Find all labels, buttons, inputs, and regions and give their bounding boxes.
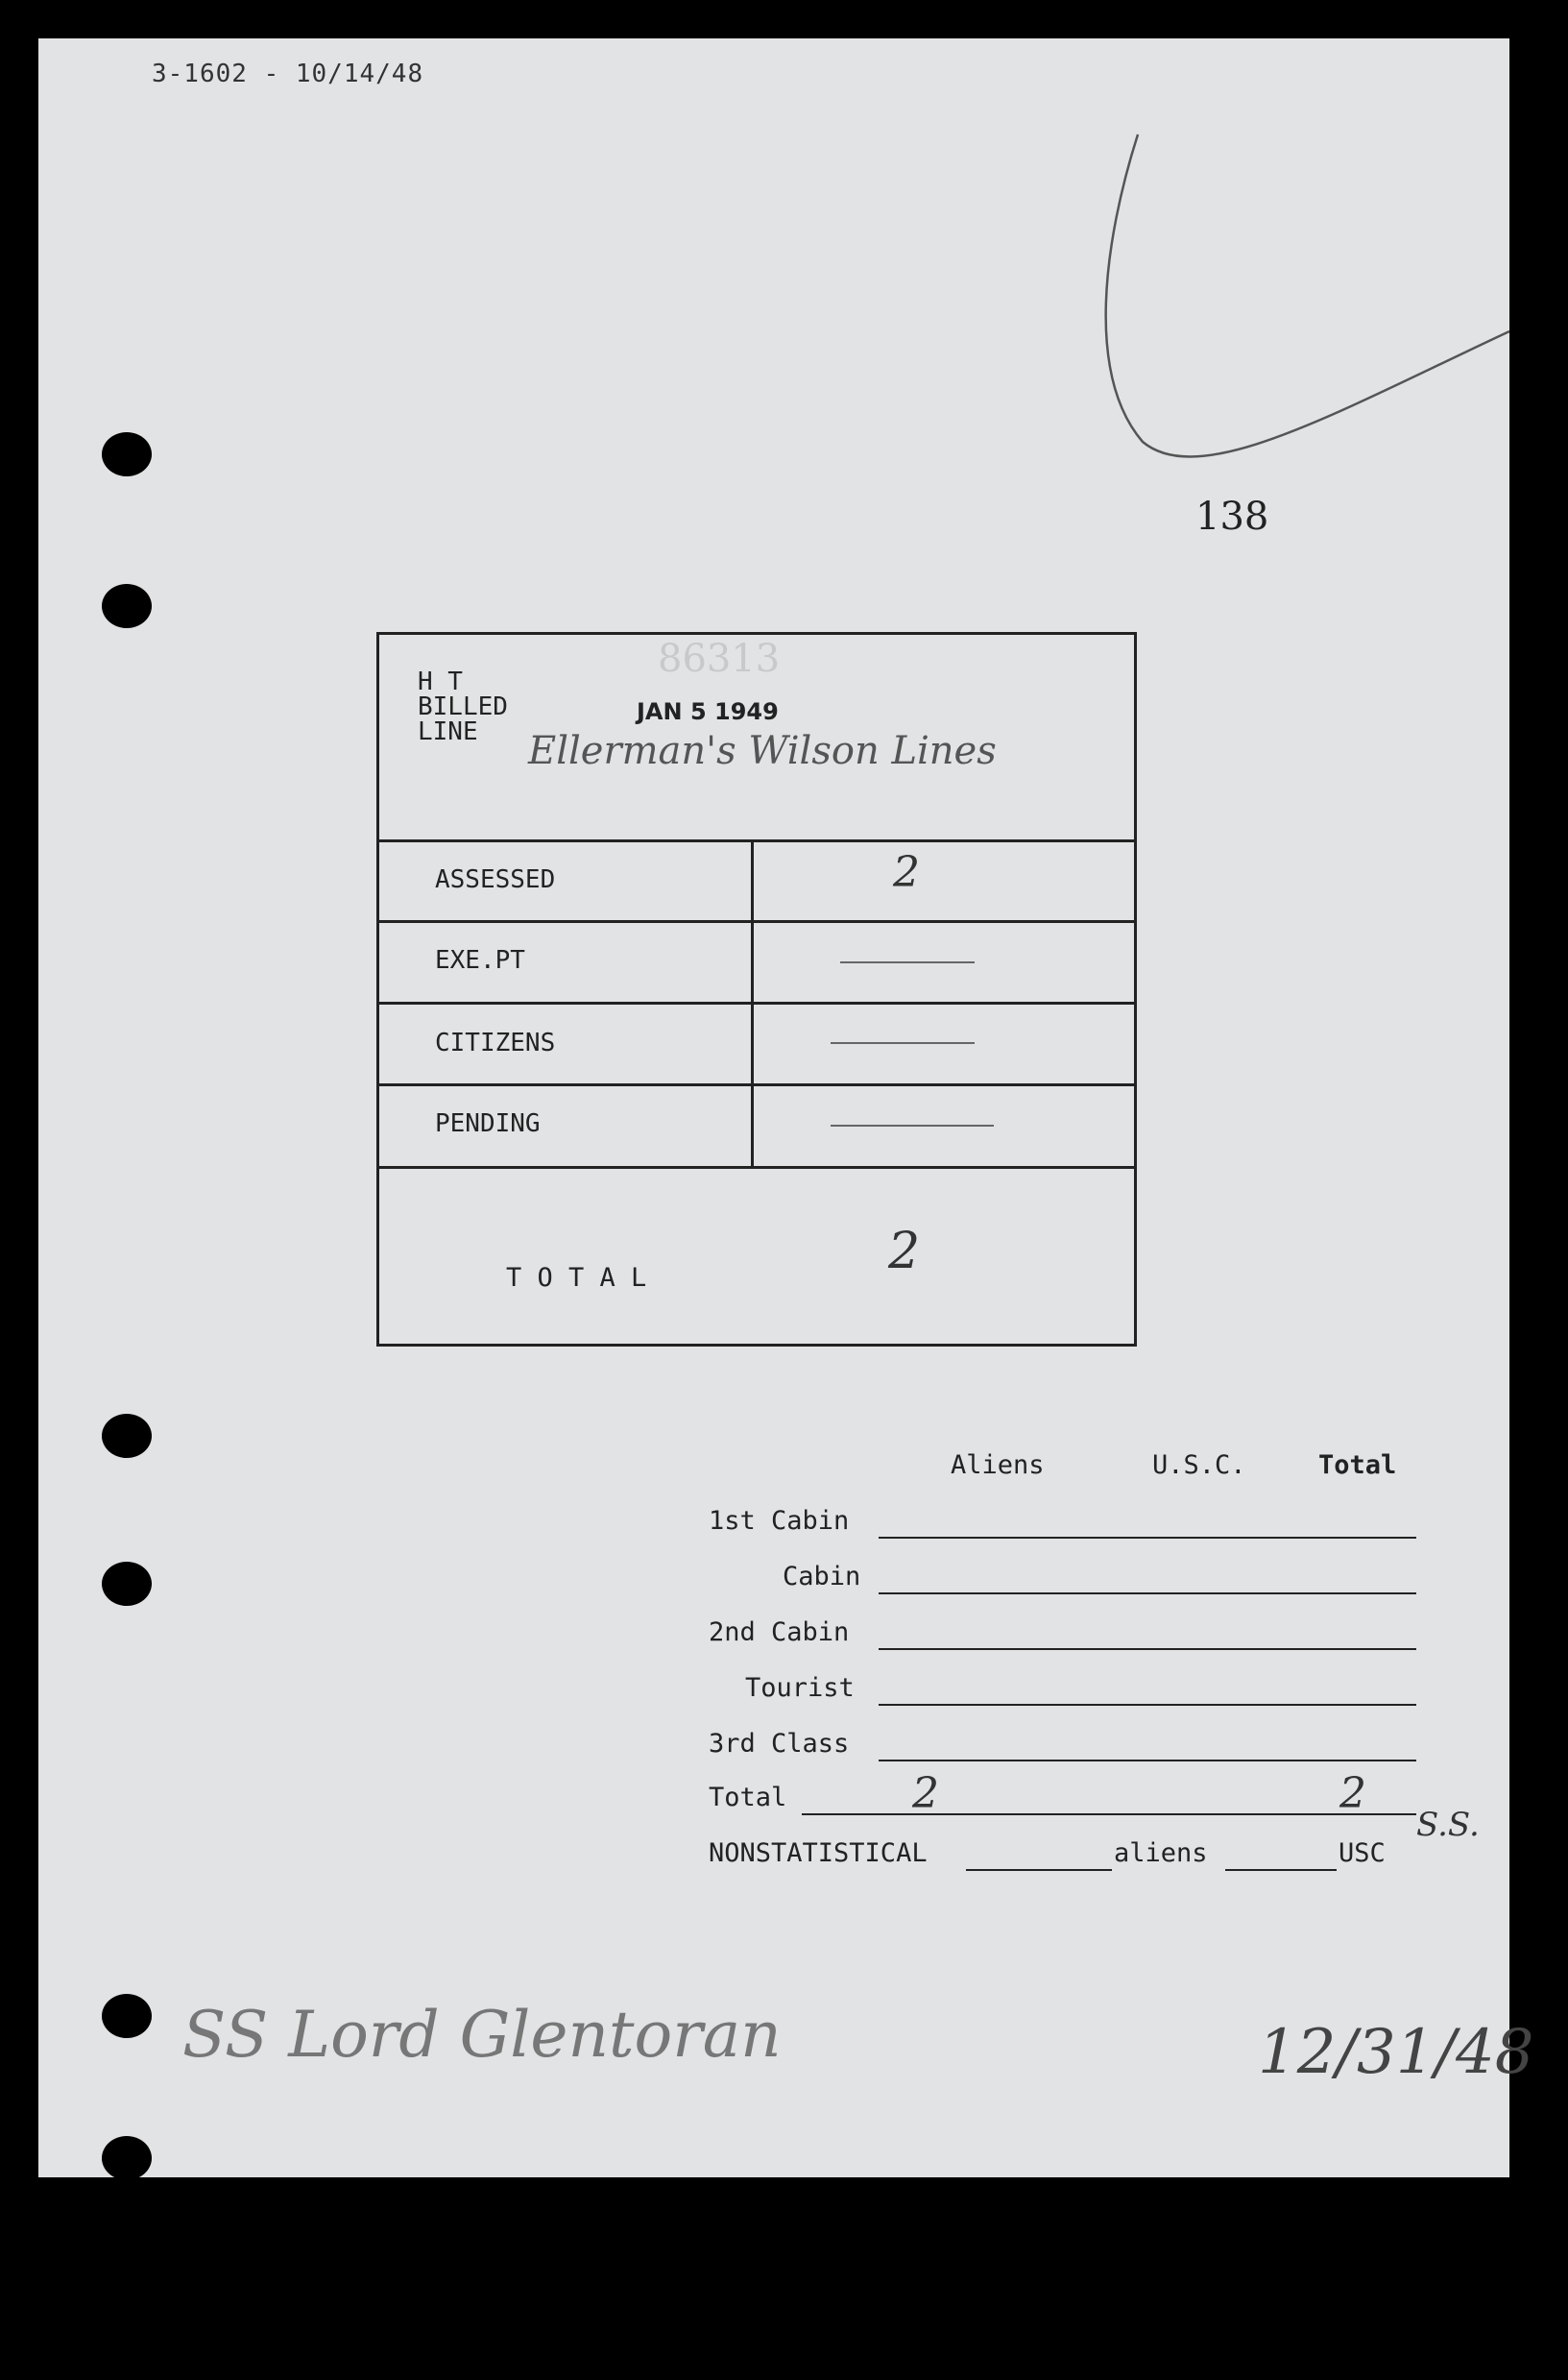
blank-line [879, 1648, 1416, 1650]
ht-label: H T [418, 668, 463, 696]
blank-line [879, 1760, 1416, 1761]
pen-stroke-mark [1047, 125, 1509, 509]
line-label: LINE [418, 717, 478, 746]
assessed-value: 2 [893, 848, 920, 897]
page-number: 138 [1195, 495, 1269, 539]
row-cabin: Cabin [783, 1562, 861, 1591]
row-1st-cabin: 1st Cabin [709, 1506, 850, 1536]
punch-hole [102, 584, 152, 628]
pending-label: PENDING [435, 1109, 541, 1138]
row-2nd-cabin: 2nd Cabin [709, 1617, 850, 1647]
punch-hole [102, 1994, 152, 2038]
form-number: 3-1602 - 10/14/48 [152, 60, 424, 88]
billed-line-handwriting: Ellerman's Wilson Lines [528, 729, 997, 773]
total-note: S.S. [1416, 1806, 1480, 1844]
exempt-dash [840, 961, 975, 963]
blank-line [802, 1813, 1416, 1815]
divider [379, 1083, 1134, 1086]
row-3rd-class: 3rd Class [709, 1729, 850, 1759]
citizens-label: CITIZENS [435, 1029, 556, 1057]
date-stamp: JAN 5 1949 [637, 698, 779, 725]
blank-line [966, 1869, 1112, 1871]
total-value: 2 [888, 1223, 921, 1280]
exempt-label: EXE.PT [435, 946, 525, 975]
date-handwriting: 12/31/48 [1258, 2017, 1534, 2088]
nonstatistical-label: NONSTATISTICAL [709, 1838, 928, 1868]
pending-dash [831, 1125, 994, 1127]
nonstatistical-aliens-label: aliens [1114, 1838, 1208, 1868]
blank-line [879, 1537, 1416, 1539]
punch-hole [102, 1414, 152, 1458]
punch-hole [102, 432, 152, 476]
total-label: T O T A L [506, 1263, 647, 1293]
blank-line [1225, 1869, 1337, 1871]
divider [379, 1166, 1134, 1169]
total-total-value: 2 [1339, 1769, 1366, 1818]
document-sheet [38, 38, 1534, 2177]
col-aliens: Aliens [951, 1450, 1045, 1480]
divider [379, 839, 1134, 842]
billed-label: BILLED [418, 692, 508, 721]
nonstatistical-usc-label: USC [1339, 1838, 1386, 1868]
faint-stamp-number: 86313 [658, 637, 781, 681]
col-total: Total [1318, 1450, 1397, 1480]
ship-name-handwriting: SS Lord Glentoran [182, 1998, 782, 2072]
col-usc: U.S.C. [1152, 1450, 1246, 1480]
column-divider [751, 839, 754, 1166]
divider [379, 920, 1134, 923]
total-aliens-value: 2 [912, 1769, 939, 1818]
row-total: Total [709, 1783, 787, 1812]
ht-billed-line-labels [418, 669, 508, 744]
blank-line [879, 1592, 1416, 1594]
row-tourist: Tourist [745, 1673, 855, 1703]
assessed-label: ASSESSED [435, 865, 556, 894]
punch-hole [102, 1562, 152, 1606]
divider [379, 1002, 1134, 1005]
blank-line [879, 1704, 1416, 1706]
citizens-dash [831, 1042, 975, 1044]
billing-box [376, 632, 1137, 1347]
punch-hole [102, 2136, 152, 2180]
